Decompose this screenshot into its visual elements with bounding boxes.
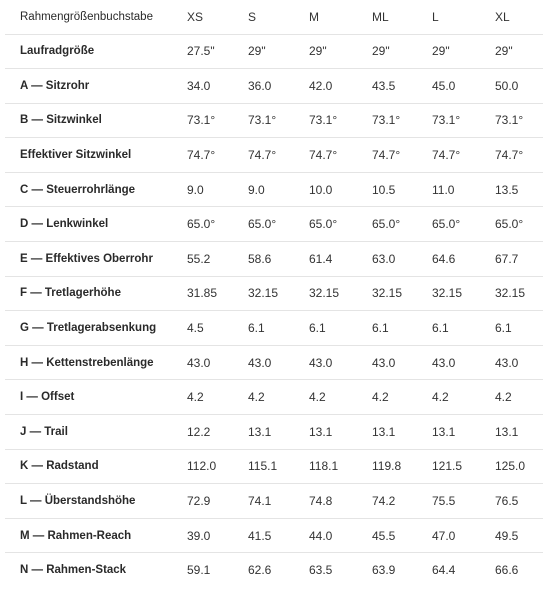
table-row	[5, 103, 543, 138]
row-value-cell: 73.1°	[187, 103, 248, 138]
row-label: E — Effektives Oberrohr	[5, 242, 187, 277]
row-value-cell: 112.0	[187, 449, 248, 484]
row-value-cell: 4.2	[372, 380, 432, 415]
row-value-cell: 65.0°	[432, 207, 495, 242]
row-value-cell: 121.5	[432, 449, 495, 484]
row-value-cell: 73.1°	[309, 103, 372, 138]
row-value-cell: 29"	[432, 34, 495, 69]
row-value-cell: 65.0°	[187, 207, 248, 242]
row-value-cell: 63.5	[309, 563, 333, 578]
row-value-cell: 76.5	[495, 484, 543, 519]
row-value-cell: 74.1	[248, 484, 309, 519]
row-value-cell: 63.9	[372, 563, 396, 578]
row-value-cell: 36.0	[248, 69, 309, 104]
row-value-cell: 73.1°	[372, 103, 432, 138]
row-value-cell: 65.0°	[309, 207, 372, 242]
row-value-cell: 45.0	[432, 69, 495, 104]
table-row	[5, 242, 543, 277]
row-value-cell: 43.0	[432, 345, 495, 380]
table-row	[5, 484, 543, 519]
table-row	[5, 345, 543, 380]
row-label: B — Sitzwinkel	[5, 103, 187, 138]
row-value-cell: 115.1	[248, 449, 309, 484]
row-label: G — Tretlagerabsenkung	[5, 311, 187, 346]
row-value-cell: 13.1	[495, 415, 543, 450]
row-value-cell: 72.9	[187, 484, 248, 519]
row-label: I — Offset	[5, 380, 187, 415]
row-value-cell: 58.6	[248, 242, 309, 277]
row-value-cell: 74.2	[372, 484, 432, 519]
row-value-cell: 10.5	[372, 172, 432, 207]
row-value-cell: 41.5	[248, 518, 309, 553]
row-value-cell: 32.15	[432, 276, 495, 311]
row-value-cell: 29"	[372, 34, 432, 69]
table-row	[5, 34, 543, 69]
header-size-m: M	[309, 0, 372, 34]
row-label: F — Tretlagerhöhe	[5, 276, 187, 311]
row-value-cell: 63.0	[372, 242, 432, 277]
row-label: H — Kettenstrebenlänge	[5, 345, 187, 380]
row-value-cell: 74.7°	[432, 138, 495, 173]
row-value-cell: 13.1	[248, 415, 309, 450]
row-value-cell: 59.1	[187, 563, 211, 578]
row-value-cell: 13.1	[309, 415, 372, 450]
row-value-cell: 118.1	[309, 449, 372, 484]
row-value-cell: 32.15	[248, 276, 309, 311]
row-value-cell: 4.2	[309, 380, 372, 415]
row-value-cell: 11.0	[432, 172, 495, 207]
table-header-row	[5, 0, 543, 34]
row-value-cell: 74.8	[309, 484, 372, 519]
row-value-cell: 66.6	[495, 563, 519, 578]
row-value-cell: 6.1	[432, 311, 495, 346]
row-value-cell: 39.0	[187, 518, 248, 553]
row-value-cell: 74.7°	[248, 138, 309, 173]
header-label-cell: Rahmengrößenbuchstabe	[5, 0, 187, 34]
row-value-cell: 27.5"	[187, 34, 248, 69]
row-value-cell: 67.7	[495, 242, 543, 277]
row-value-cell: 6.1	[248, 311, 309, 346]
row-value-cell: 74.7°	[187, 138, 248, 173]
row-value-cell: 29"	[495, 34, 543, 69]
row-value-cell: 4.5	[187, 311, 248, 346]
table-row	[5, 172, 543, 207]
row-value-cell: 31.85	[187, 276, 248, 311]
header-size-ml: ML	[372, 0, 432, 34]
row-value-cell: 64.6	[432, 242, 495, 277]
row-value-cell: 42.0	[309, 69, 372, 104]
table-row	[5, 311, 543, 346]
row-value-cell: 10.0	[309, 172, 372, 207]
row-value-cell: 43.0	[309, 345, 372, 380]
row-value-cell: 29"	[248, 34, 309, 69]
row-label: C — Steuerrohrlänge	[5, 172, 187, 207]
row-value-cell: 73.1°	[495, 103, 543, 138]
row-label: N — Rahmen-Stack	[20, 564, 127, 577]
table-row	[5, 380, 543, 415]
header-size-s: S	[248, 0, 309, 34]
header-size-l: L	[432, 0, 495, 34]
table-row	[5, 415, 543, 450]
row-value-cell: 29"	[309, 34, 372, 69]
row-value-cell: 43.5	[372, 69, 432, 104]
row-value-cell: 13.5	[495, 172, 543, 207]
row-value-cell: 4.2	[187, 380, 248, 415]
row-value-cell: 43.0	[187, 345, 248, 380]
row-label: J — Trail	[5, 415, 187, 450]
row-value-cell: 125.0	[495, 449, 543, 484]
row-value-cell: 6.1	[495, 311, 543, 346]
geometry-table-body	[5, 0, 543, 588]
row-label: Laufradgröße	[5, 34, 187, 69]
table-row	[5, 138, 543, 173]
table-row	[5, 553, 543, 588]
row-value-cell: 12.2	[187, 415, 248, 450]
row-value-cell: 55.2	[187, 242, 248, 277]
header-size-xl: XL	[495, 0, 543, 34]
row-value-cell: 43.0	[248, 345, 309, 380]
row-value-cell: 32.15	[495, 276, 543, 311]
row-value-cell: 49.5	[495, 518, 543, 553]
row-label: A — Sitzrohr	[5, 69, 187, 104]
row-value-cell: 45.5	[372, 518, 432, 553]
row-value-cell: 73.1°	[432, 103, 495, 138]
row-value-cell: 13.1	[372, 415, 432, 450]
row-value-cell: 43.0	[495, 345, 543, 380]
row-value-cell: 32.15	[309, 276, 372, 311]
table-row	[5, 518, 543, 553]
geometry-table	[5, 0, 543, 588]
row-value-cell: 62.6	[248, 563, 272, 578]
row-value-cell: 65.0°	[248, 207, 309, 242]
row-value-cell: 43.0	[372, 345, 432, 380]
row-value-cell: 9.0	[187, 172, 248, 207]
row-value-cell: 6.1	[372, 311, 432, 346]
row-value-cell: 13.1	[432, 415, 495, 450]
row-value-cell: 75.5	[432, 484, 495, 519]
row-label: D — Lenkwinkel	[5, 207, 187, 242]
table-row	[5, 276, 543, 311]
row-value-cell: 64.4	[432, 563, 456, 578]
row-value-cell: 74.7°	[309, 138, 372, 173]
row-value-cell: 32.15	[372, 276, 432, 311]
row-value-cell: 4.2	[248, 380, 309, 415]
row-value-cell: 74.7°	[495, 138, 543, 173]
row-value-cell: 73.1°	[248, 103, 309, 138]
table-row	[5, 449, 543, 484]
row-value-cell: 9.0	[248, 172, 309, 207]
row-label: L — Überstandshöhe	[5, 484, 187, 519]
row-value-cell: 74.7°	[372, 138, 432, 173]
row-value-cell: 119.8	[372, 449, 432, 484]
row-value-cell: 4.2	[432, 380, 495, 415]
row-value-cell: 65.0°	[495, 207, 543, 242]
row-value-cell: 61.4	[309, 242, 372, 277]
row-value-cell: 34.0	[187, 69, 248, 104]
row-label: Effektiver Sitzwinkel	[5, 138, 187, 173]
row-value-cell: 47.0	[432, 518, 495, 553]
header-size-xs: XS	[187, 0, 248, 34]
table-row	[5, 207, 543, 242]
row-value-cell: 4.2	[495, 380, 543, 415]
row-label: K — Radstand	[5, 449, 187, 484]
row-value-cell: 6.1	[309, 311, 372, 346]
row-value-cell: 65.0°	[372, 207, 432, 242]
table-row	[5, 69, 543, 104]
row-value-cell: 50.0	[495, 69, 543, 104]
row-value-cell: 44.0	[309, 518, 372, 553]
row-label: M — Rahmen-Reach	[5, 518, 187, 553]
